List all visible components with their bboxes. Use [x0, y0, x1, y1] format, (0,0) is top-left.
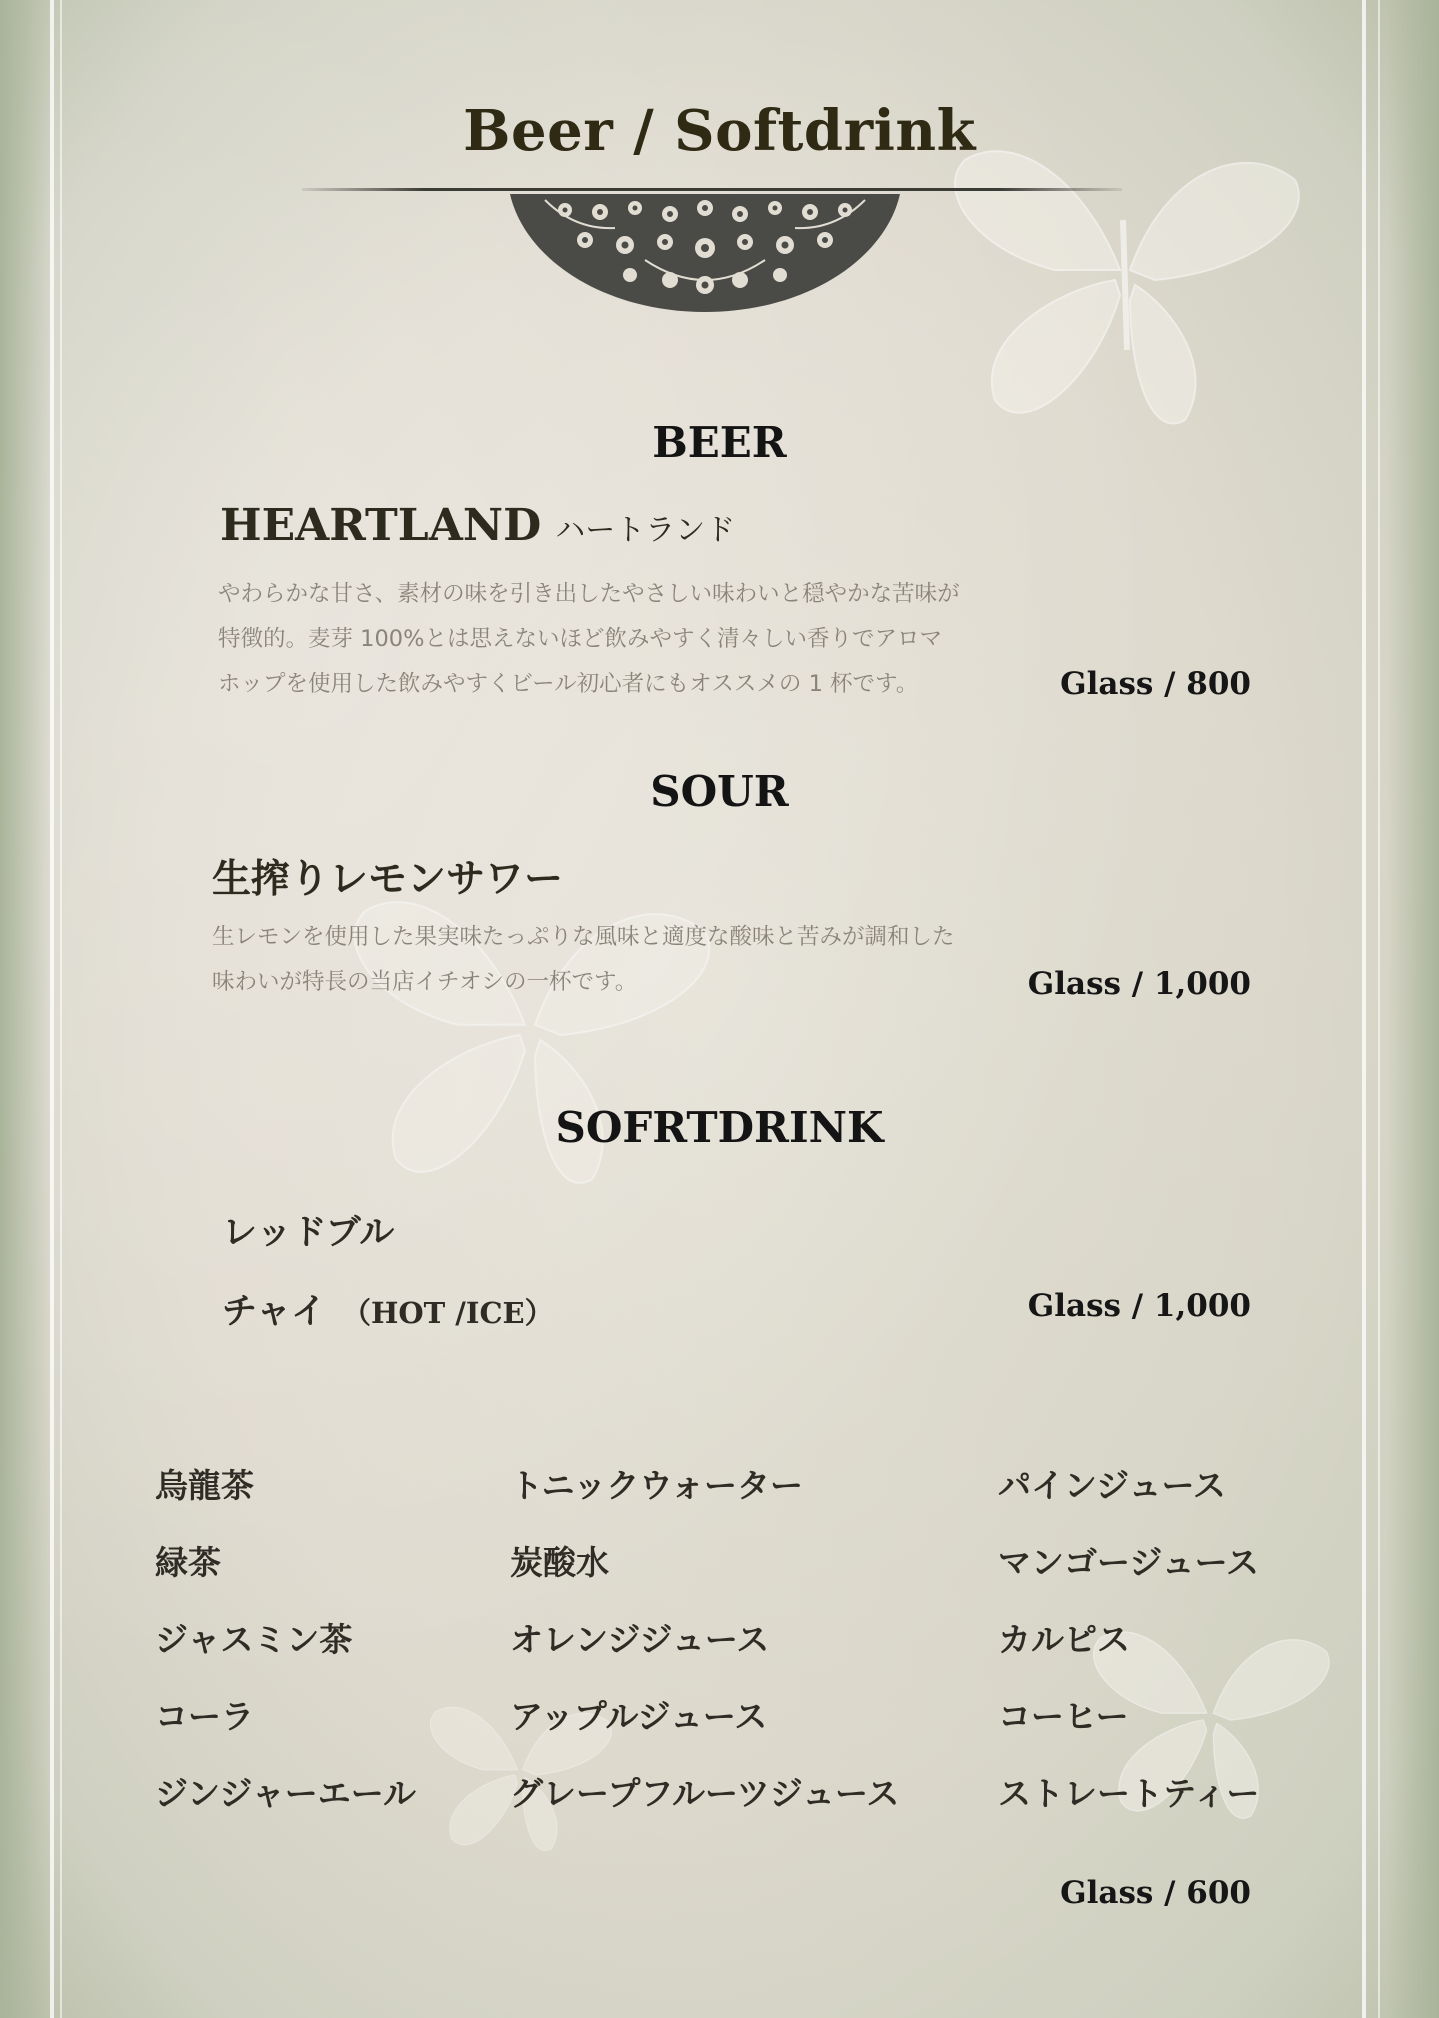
redbull-item: レッドブル	[222, 1212, 395, 1253]
lemon-sour-desc-line: 生レモンを使用した果実味たっぷりな風味と適度な酸味と苦みが調和した	[212, 924, 955, 950]
beer-price: Glass / 800	[1060, 666, 1251, 702]
softdrink-price: Glass / 1,000	[1027, 1288, 1251, 1324]
drink-list-item: カルピス	[998, 1620, 1130, 1659]
page-title: Beer / Softdrink	[463, 98, 976, 164]
heartland-desc-line: ホップを使用した飲みやすくビール初心者にもオススメの 1 杯です。	[218, 671, 919, 697]
heartland-name-en: HEARTLAND	[220, 500, 542, 551]
floral-ornament-icon	[505, 190, 905, 315]
beer-heading: BEER	[652, 418, 787, 467]
softdrink-heading: SOFRTDRINK	[555, 1103, 884, 1152]
right-edge-shade	[1387, 0, 1439, 2018]
drink-list-item: 炭酸水	[510, 1543, 609, 1582]
right-border-line	[1362, 0, 1366, 2018]
lemon-sour-name: 生搾りレモンサワー	[212, 856, 564, 902]
drink-list-price: Glass / 600	[1060, 1875, 1251, 1911]
drink-list-item: トニックウォーター	[510, 1466, 804, 1505]
sour-heading: SOUR	[650, 767, 789, 816]
drink-list-item: 烏龍茶	[155, 1466, 254, 1505]
heartland-desc-line: やわらかな甘さ、素材の味を引き出したやさしい味わいと穏やかな苦味が	[218, 581, 960, 607]
heartland-desc-line: 特徴的。麦芽 100%とは思えないほど飲みやすく清々しい香りでアロマ	[218, 626, 942, 652]
left-edge-shade	[0, 0, 52, 2018]
drink-list-item: マンゴージュース	[998, 1543, 1260, 1582]
drink-list-item: ジンジャーエール	[155, 1774, 417, 1813]
heartland-name-jp: ハートランド	[555, 513, 736, 548]
drink-list-item: グレープフルーツジュース	[510, 1774, 900, 1813]
left-border-line-inner	[60, 0, 62, 2018]
drink-list-item: コーヒー	[998, 1697, 1129, 1736]
drink-list-item: ジャスミン茶	[155, 1620, 353, 1659]
heartland-description	[218, 572, 960, 707]
chai-item	[222, 1284, 554, 1334]
sour-price: Glass / 1,000	[1027, 966, 1251, 1002]
right-border-line-inner	[1378, 0, 1380, 2018]
drink-list-item: ストレートティー	[998, 1774, 1260, 1813]
left-border-line	[50, 0, 54, 2018]
chai-option: （HOT /ICE）	[341, 1296, 554, 1330]
drink-list-item: オレンジジュース	[510, 1620, 770, 1659]
heartland-item	[220, 500, 735, 551]
lemon-sour-description	[212, 915, 955, 1005]
drink-list-item: アップルジュース	[510, 1697, 768, 1736]
butterfly-icon	[935, 120, 1315, 440]
drink-list-item: パインジュース	[998, 1466, 1226, 1505]
drink-list-item: コーラ	[155, 1697, 254, 1736]
chai-name: チャイ	[222, 1291, 326, 1332]
lemon-sour-desc-line: 味わいが特長の当店イチオシの一杯です。	[212, 969, 638, 995]
drink-list-item: 緑茶	[155, 1543, 221, 1582]
